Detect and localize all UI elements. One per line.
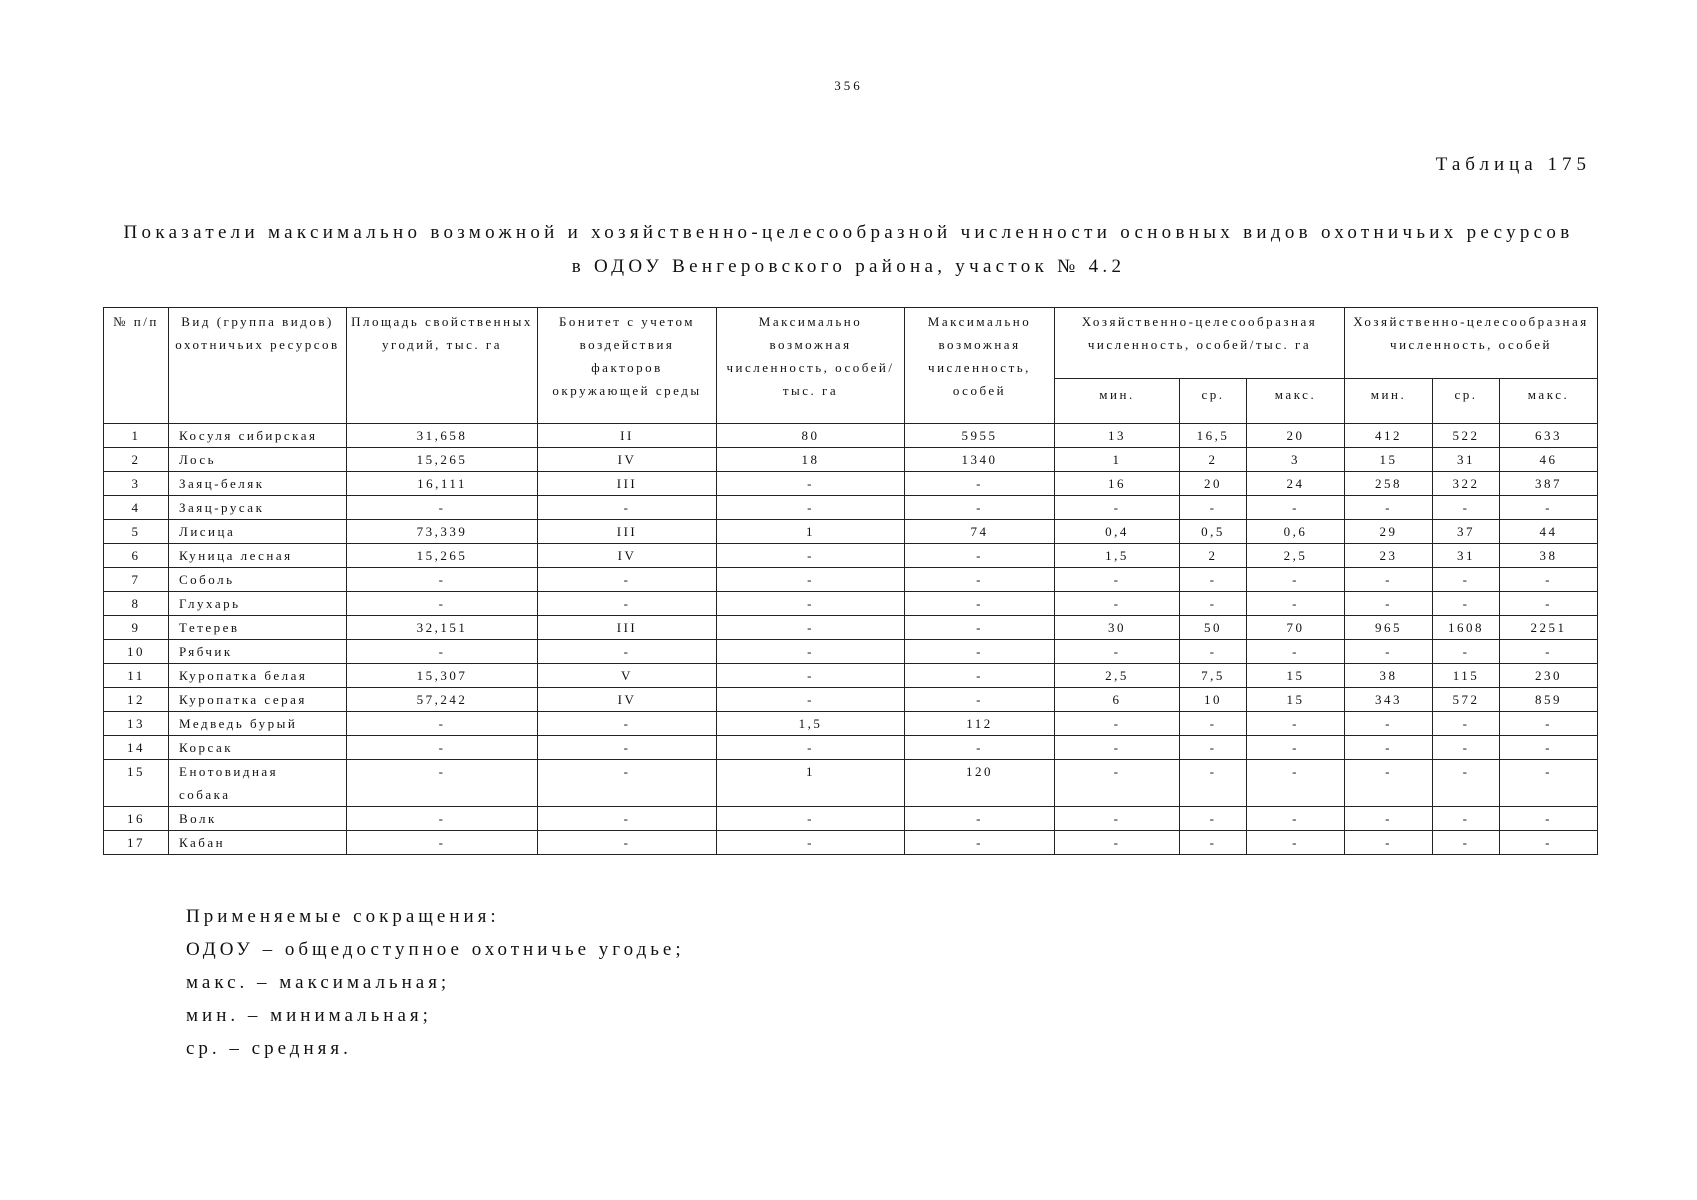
cell-max-count: 120 <box>905 760 1055 807</box>
table-row <box>104 831 1598 855</box>
cell-bonitet: III <box>538 616 717 640</box>
abbreviations-heading: Применяемые сокращения: <box>186 906 500 927</box>
cell-max-count: 112 <box>905 712 1055 736</box>
cell-density-min: 2,5 <box>1055 664 1180 688</box>
cell-area: - <box>347 736 538 760</box>
cell-max-density: - <box>717 640 905 664</box>
cell-species: Соболь <box>169 568 347 592</box>
cell-density-avg: 7,5 <box>1180 664 1247 688</box>
cell-num: 10 <box>104 640 169 664</box>
header-max-count: Максимально возможная численность, особей <box>905 308 1055 424</box>
table-row <box>104 736 1598 760</box>
header-econ-density: Хозяйственно-целесообразная численность, особей/тыс. га <box>1055 308 1345 379</box>
cell-count-avg: - <box>1433 736 1500 760</box>
cell-density-avg: - <box>1180 831 1247 855</box>
cell-density-avg: - <box>1180 736 1247 760</box>
table-row <box>104 688 1598 712</box>
cell-max-count: - <box>905 664 1055 688</box>
cell-count-avg: - <box>1433 568 1500 592</box>
cell-density-max: - <box>1247 807 1345 831</box>
cell-count-max: - <box>1500 568 1598 592</box>
cell-count-avg: 37 <box>1433 520 1500 544</box>
cell-max-density: - <box>717 592 905 616</box>
cell-count-max: 38 <box>1500 544 1598 568</box>
cell-density-max: - <box>1247 496 1345 520</box>
cell-num: 13 <box>104 712 169 736</box>
cell-density-min: 13 <box>1055 424 1180 448</box>
cell-count-min: - <box>1345 807 1433 831</box>
cell-bonitet: - <box>538 712 717 736</box>
cell-num: 6 <box>104 544 169 568</box>
cell-num: 17 <box>104 831 169 855</box>
cell-area: - <box>347 496 538 520</box>
cell-bonitet: - <box>538 807 717 831</box>
cell-max-count: 1340 <box>905 448 1055 472</box>
table-row <box>104 496 1598 520</box>
cell-species: Волк <box>169 807 347 831</box>
table-row <box>104 520 1598 544</box>
table-row <box>104 472 1598 496</box>
cell-max-density: - <box>717 664 905 688</box>
cell-max-count: - <box>905 831 1055 855</box>
cell-density-avg: 10 <box>1180 688 1247 712</box>
cell-area: 31,658 <box>347 424 538 448</box>
cell-count-max: 859 <box>1500 688 1598 712</box>
cell-density-max: - <box>1247 760 1345 807</box>
cell-count-avg: - <box>1433 640 1500 664</box>
cell-count-min: - <box>1345 736 1433 760</box>
table-row <box>104 448 1598 472</box>
cell-density-avg: 16,5 <box>1180 424 1247 448</box>
cell-count-avg: - <box>1433 712 1500 736</box>
cell-max-count: - <box>905 688 1055 712</box>
cell-num: 15 <box>104 760 169 807</box>
cell-count-min: 258 <box>1345 472 1433 496</box>
cell-count-min: 29 <box>1345 520 1433 544</box>
cell-density-max: 2,5 <box>1247 544 1345 568</box>
cell-density-avg: - <box>1180 760 1247 807</box>
cell-bonitet: - <box>538 736 717 760</box>
cell-count-avg: 31 <box>1433 544 1500 568</box>
cell-count-avg: - <box>1433 592 1500 616</box>
cell-max-count: - <box>905 496 1055 520</box>
cell-density-max: 15 <box>1247 664 1345 688</box>
cell-species: Глухарь <box>169 592 347 616</box>
cell-density-avg: 50 <box>1180 616 1247 640</box>
cell-species: Кабан <box>169 831 347 855</box>
cell-species: Заяц-русак <box>169 496 347 520</box>
cell-count-min: - <box>1345 831 1433 855</box>
cell-density-avg: - <box>1180 592 1247 616</box>
cell-area: 73,339 <box>347 520 538 544</box>
cell-count-avg: 1608 <box>1433 616 1500 640</box>
cell-density-avg: 2 <box>1180 544 1247 568</box>
cell-density-min: 30 <box>1055 616 1180 640</box>
cell-count-avg: - <box>1433 831 1500 855</box>
cell-max-count: - <box>905 472 1055 496</box>
table-title <box>60 216 1637 284</box>
cell-count-avg: - <box>1433 807 1500 831</box>
cell-species: Заяц-беляк <box>169 472 347 496</box>
cell-count-max: - <box>1500 831 1598 855</box>
cell-density-avg: - <box>1180 568 1247 592</box>
cell-density-max: 70 <box>1247 616 1345 640</box>
cell-area: 15,307 <box>347 664 538 688</box>
cell-num: 1 <box>104 424 169 448</box>
header-max-density: Максимально возможная численность, особей/тыс. га <box>717 308 905 424</box>
cell-count-min: - <box>1345 760 1433 807</box>
cell-count-avg: 572 <box>1433 688 1500 712</box>
header-econ-count: Хозяйственно-целесообразная численность, особей <box>1345 308 1598 379</box>
cell-count-avg: 322 <box>1433 472 1500 496</box>
cell-count-avg: 522 <box>1433 424 1500 448</box>
cell-density-min: 0,4 <box>1055 520 1180 544</box>
cell-density-avg: - <box>1180 496 1247 520</box>
cell-density-min: - <box>1055 760 1180 807</box>
cell-species: Косуля сибирская <box>169 424 347 448</box>
cell-area: 57,242 <box>347 688 538 712</box>
cell-density-max: 24 <box>1247 472 1345 496</box>
cell-count-max: - <box>1500 712 1598 736</box>
table-row <box>104 760 1598 807</box>
cell-count-min: - <box>1345 496 1433 520</box>
cell-count-max: 46 <box>1500 448 1598 472</box>
table-row <box>104 544 1598 568</box>
cell-species: Тетерев <box>169 616 347 640</box>
cell-density-min: - <box>1055 736 1180 760</box>
cell-count-min: 15 <box>1345 448 1433 472</box>
cell-max-density: - <box>717 831 905 855</box>
cell-max-density: 18 <box>717 448 905 472</box>
cell-max-density: - <box>717 472 905 496</box>
cell-count-min: 412 <box>1345 424 1433 448</box>
cell-max-count: - <box>905 616 1055 640</box>
cell-count-max: - <box>1500 592 1598 616</box>
cell-count-max: - <box>1500 807 1598 831</box>
cell-count-max: - <box>1500 736 1598 760</box>
cell-species: Куница лесная <box>169 544 347 568</box>
abbreviation-odou: ОДОУ – общедоступное охотничье угодье; <box>186 939 685 960</box>
cell-count-max: - <box>1500 496 1598 520</box>
cell-count-min: 965 <box>1345 616 1433 640</box>
cell-num: 2 <box>104 448 169 472</box>
cell-bonitet: IV <box>538 688 717 712</box>
cell-area: 32,151 <box>347 616 538 640</box>
cell-area: - <box>347 640 538 664</box>
header-count-min: мин. <box>1345 379 1433 424</box>
cell-species: Куропатка белая <box>169 664 347 688</box>
cell-num: 11 <box>104 664 169 688</box>
cell-max-count: - <box>905 544 1055 568</box>
cell-bonitet: V <box>538 664 717 688</box>
cell-count-min: - <box>1345 640 1433 664</box>
cell-max-density: 1 <box>717 760 905 807</box>
cell-max-count: - <box>905 568 1055 592</box>
cell-density-avg: 20 <box>1180 472 1247 496</box>
cell-max-count: - <box>905 592 1055 616</box>
cell-max-count: - <box>905 807 1055 831</box>
header-count-avg: ср. <box>1433 379 1500 424</box>
cell-density-min: - <box>1055 831 1180 855</box>
cell-area: - <box>347 712 538 736</box>
cell-density-max: 20 <box>1247 424 1345 448</box>
cell-area: 16,111 <box>347 472 538 496</box>
header-count-max: макс. <box>1500 379 1598 424</box>
cell-bonitet: III <box>538 520 717 544</box>
cell-density-max: 15 <box>1247 688 1345 712</box>
cell-num: 5 <box>104 520 169 544</box>
cell-count-max: 633 <box>1500 424 1598 448</box>
cell-count-min: 343 <box>1345 688 1433 712</box>
table-row <box>104 712 1598 736</box>
cell-density-min: - <box>1055 807 1180 831</box>
table-row <box>104 592 1598 616</box>
cell-count-avg: 31 <box>1433 448 1500 472</box>
cell-num: 4 <box>104 496 169 520</box>
cell-bonitet: - <box>538 760 717 807</box>
table-title-line-2: в ОДОУ Венгеровского района, участок № 4.2 <box>571 256 1126 277</box>
table-label: Таблица 175 <box>1435 154 1591 175</box>
table-row <box>104 568 1598 592</box>
cell-species: Куропатка серая <box>169 688 347 712</box>
cell-count-min: - <box>1345 592 1433 616</box>
cell-area: - <box>347 807 538 831</box>
cell-max-count: 74 <box>905 520 1055 544</box>
cell-density-max: - <box>1247 831 1345 855</box>
abbreviation-min: мин. – минимальная; <box>186 1005 432 1026</box>
cell-density-max: - <box>1247 592 1345 616</box>
cell-species: Рябчик <box>169 640 347 664</box>
cell-count-max: 2251 <box>1500 616 1598 640</box>
cell-bonitet: III <box>538 472 717 496</box>
cell-species: Корсак <box>169 736 347 760</box>
cell-bonitet: - <box>538 496 717 520</box>
cell-density-avg: - <box>1180 807 1247 831</box>
cell-num: 8 <box>104 592 169 616</box>
cell-max-density: 1 <box>717 520 905 544</box>
cell-num: 12 <box>104 688 169 712</box>
cell-count-max: - <box>1500 760 1598 807</box>
cell-density-min: - <box>1055 592 1180 616</box>
cell-density-min: - <box>1055 640 1180 664</box>
cell-count-min: 23 <box>1345 544 1433 568</box>
cell-species: Енотовидная собака <box>169 760 347 807</box>
abbreviations <box>186 900 685 1065</box>
cell-num: 9 <box>104 616 169 640</box>
cell-area: - <box>347 592 538 616</box>
cell-bonitet: II <box>538 424 717 448</box>
cell-density-min: 6 <box>1055 688 1180 712</box>
cell-max-count: - <box>905 640 1055 664</box>
cell-bonitet: - <box>538 640 717 664</box>
cell-density-avg: - <box>1180 712 1247 736</box>
cell-area: - <box>347 831 538 855</box>
cell-count-min: - <box>1345 712 1433 736</box>
cell-count-min: - <box>1345 568 1433 592</box>
header-density-avg: ср. <box>1180 379 1247 424</box>
cell-num: 7 <box>104 568 169 592</box>
cell-species: Лисица <box>169 520 347 544</box>
cell-count-max: 44 <box>1500 520 1598 544</box>
cell-max-density: - <box>717 496 905 520</box>
cell-density-min: 1 <box>1055 448 1180 472</box>
cell-max-density: - <box>717 568 905 592</box>
cell-count-avg: - <box>1433 760 1500 807</box>
header-density-max: макс. <box>1247 379 1345 424</box>
hunting-resources-table <box>103 307 1598 855</box>
cell-area: - <box>347 568 538 592</box>
cell-count-avg: - <box>1433 496 1500 520</box>
cell-max-count: 5955 <box>905 424 1055 448</box>
cell-max-density: - <box>717 616 905 640</box>
cell-density-min: - <box>1055 496 1180 520</box>
cell-density-max: - <box>1247 640 1345 664</box>
header-species: Вид (группа видов) охотничьих ресурсов <box>169 308 347 424</box>
cell-density-min: 1,5 <box>1055 544 1180 568</box>
cell-area: 15,265 <box>347 544 538 568</box>
abbreviation-avg: ср. – средняя. <box>186 1038 352 1059</box>
cell-count-max: - <box>1500 640 1598 664</box>
header-bonitet: Бонитет с учетом воздействия факторов окружающей среды <box>538 308 717 424</box>
cell-density-min: - <box>1055 568 1180 592</box>
cell-species: Медведь бурый <box>169 712 347 736</box>
cell-count-avg: 115 <box>1433 664 1500 688</box>
page-number: 356 <box>834 78 863 93</box>
cell-bonitet: IV <box>538 448 717 472</box>
cell-max-density: 1,5 <box>717 712 905 736</box>
cell-density-avg: 0,5 <box>1180 520 1247 544</box>
header-area: Площадь свойственных угодий, тыс. га <box>347 308 538 424</box>
cell-num: 16 <box>104 807 169 831</box>
cell-num: 14 <box>104 736 169 760</box>
cell-max-density: - <box>717 807 905 831</box>
header-density-min: мин. <box>1055 379 1180 424</box>
table-body <box>104 424 1598 855</box>
cell-density-min: - <box>1055 712 1180 736</box>
table-row <box>104 664 1598 688</box>
table-row <box>104 807 1598 831</box>
cell-num: 3 <box>104 472 169 496</box>
cell-bonitet: - <box>538 831 717 855</box>
abbreviation-max: макс. – максимальная; <box>186 972 451 993</box>
cell-bonitet: IV <box>538 544 717 568</box>
cell-density-avg: - <box>1180 640 1247 664</box>
cell-bonitet: - <box>538 592 717 616</box>
cell-count-max: 230 <box>1500 664 1598 688</box>
cell-count-max: 387 <box>1500 472 1598 496</box>
table-row <box>104 616 1598 640</box>
cell-count-min: 38 <box>1345 664 1433 688</box>
cell-density-max: 0,6 <box>1247 520 1345 544</box>
header-num: № п/п <box>104 308 169 424</box>
cell-area: 15,265 <box>347 448 538 472</box>
table-row <box>104 640 1598 664</box>
cell-density-max: 3 <box>1247 448 1345 472</box>
cell-max-density: 80 <box>717 424 905 448</box>
table-row <box>104 424 1598 448</box>
cell-max-density: - <box>717 736 905 760</box>
cell-density-max: - <box>1247 736 1345 760</box>
cell-density-max: - <box>1247 568 1345 592</box>
cell-max-count: - <box>905 736 1055 760</box>
cell-species: Лось <box>169 448 347 472</box>
cell-bonitet: - <box>538 568 717 592</box>
table-title-line-1: Показатели максимально возможной и хозяйственно-целесообразной численности основных видов охотничьих ресурсов <box>123 222 1574 243</box>
cell-max-density: - <box>717 688 905 712</box>
cell-area: - <box>347 760 538 807</box>
cell-max-density: - <box>717 544 905 568</box>
cell-density-avg: 2 <box>1180 448 1247 472</box>
cell-density-min: 16 <box>1055 472 1180 496</box>
cell-density-max: - <box>1247 712 1345 736</box>
